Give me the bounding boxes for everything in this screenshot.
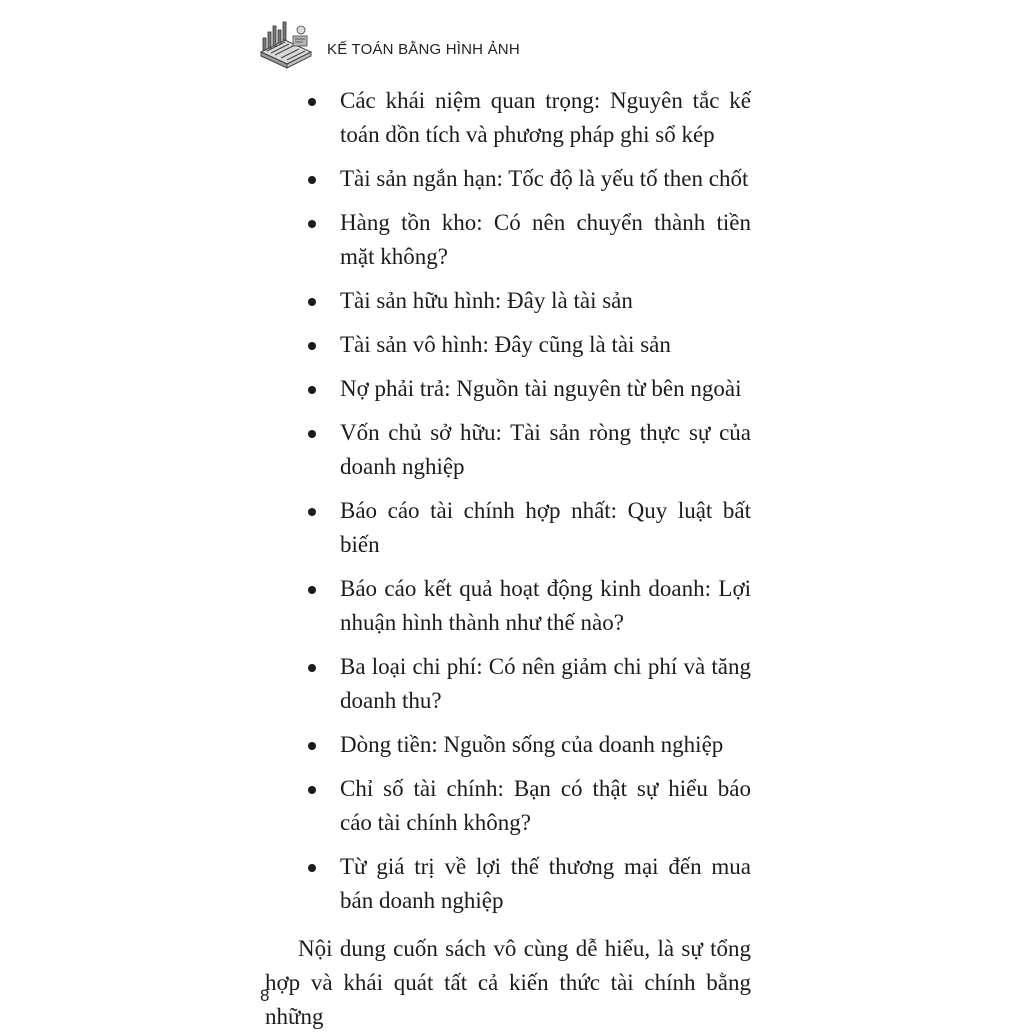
running-header-title: KẾ TOÁN BẰNG HÌNH ẢNH [327,40,520,58]
list-item [265,372,751,406]
list-item-text: Từ giá trị về lợi thế thương mại đến mua bán doanh nghiệp [340,854,751,913]
list-item [265,650,751,718]
list-item-text: Các khái niệm quan trọng: Nguyên tắc kế toán dồn tích và phương pháp ghi sổ kép [340,88,751,147]
bullet-icon [308,586,316,594]
bullet-icon [308,664,316,672]
bullet-icon [308,342,316,350]
bullet-icon [308,742,316,750]
list-item [265,416,751,484]
list-item [265,772,751,840]
list-item-text: Tài sản ngắn hạn: Tốc độ là yếu tố then chốt [340,166,749,191]
bullet-icon [308,864,316,872]
list-item-text: Chỉ số tài chính: Bạn có thật sự hiểu báo cáo tài chính không? [340,776,751,835]
bullet-icon [308,98,316,106]
list-item-text: Báo cáo kết quả hoạt động kinh doanh: Lợi nhuận hình thành như thế nào? [340,576,751,635]
bullet-icon [308,430,316,438]
list-item-text: Hàng tồn kho: Có nên chuyển thành tiền mặt không? [340,210,751,269]
list-item [265,494,751,562]
bullet-icon [308,386,316,394]
bullet-icon [308,508,316,516]
list-item-text: Báo cáo tài chính hợp nhất: Quy luật bất biến [340,498,751,557]
list-item [265,728,751,762]
list-item [265,328,751,362]
list-item [265,162,751,196]
list-item-text: Nợ phải trả: Nguồn tài nguyên từ bên ngoài [340,376,742,401]
bullet-icon [308,176,316,184]
list-item [265,850,751,918]
list-item [265,284,751,318]
page-body [265,84,751,1034]
isometric-chart-logo-icon [255,18,317,74]
list-item-text: Tài sản vô hình: Đây cũng là tài sản [340,332,671,357]
page-number: 8 [260,986,270,1005]
bullet-icon [308,298,316,306]
list-item-text: Tài sản hữu hình: Đây là tài sản [340,288,633,313]
bullet-icon [308,786,316,794]
bullet-list [265,84,751,918]
list-item-text: Dòng tiền: Nguồn sống của doanh nghiệp [340,732,724,757]
bullet-icon [308,220,316,228]
list-item [265,84,751,152]
list-item [265,572,751,640]
body-paragraph: Nội dung cuốn sách vô cùng dễ hiểu, là sự tổng hợp và khái quát tất cả kiến thức tài chính bằng những [265,936,751,1029]
list-item [265,206,751,274]
running-header [255,16,520,76]
list-item-text: Vốn chủ sở hữu: Tài sản ròng thực sự của doanh nghiệp [340,420,751,479]
list-item-text: Ba loại chi phí: Có nên giảm chi phí và tăng doanh thu? [340,654,751,713]
